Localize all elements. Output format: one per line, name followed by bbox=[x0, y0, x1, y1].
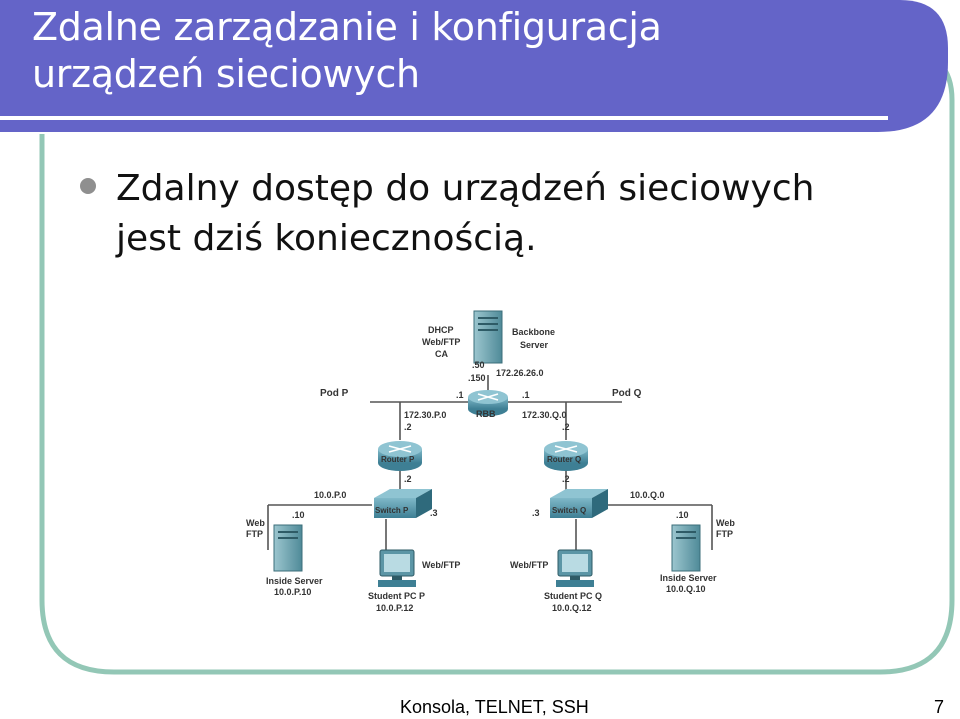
label-ip-rp-bottom: .2 bbox=[404, 474, 412, 484]
label-webftp-ca: Web/FTP bbox=[422, 337, 461, 347]
label-ip-rq-top: .2 bbox=[562, 422, 570, 432]
page-number: 7 bbox=[934, 697, 945, 717]
label-net-q-lan: 10.0.Q.0 bbox=[630, 490, 665, 500]
label-inside-server-p-ip: 10.0.P.10 bbox=[274, 587, 312, 597]
label-student-pc-q-ip: 10.0.Q.12 bbox=[552, 603, 592, 613]
label-webftp-pc-p: Web/FTP bbox=[422, 560, 461, 570]
title-line-1: Zdalne zarządzanie i konfiguracja bbox=[32, 5, 662, 49]
label-webftp-pc-q: Web/FTP bbox=[510, 560, 549, 570]
label-backbone: Backbone bbox=[512, 327, 556, 337]
backbone-server bbox=[474, 311, 502, 363]
label-net-q-wan: 172.30.Q.0 bbox=[522, 410, 567, 420]
label-ip-rp-top: .2 bbox=[404, 422, 412, 432]
label-ip50: .50 bbox=[472, 360, 485, 370]
label-ip-rq-bottom: .2 bbox=[562, 474, 570, 484]
label-ftp-p: FTP bbox=[246, 529, 263, 539]
label-net-p-wan: 172.30.P.0 bbox=[404, 410, 447, 420]
label-router-q: Router Q bbox=[547, 455, 582, 464]
bullet-text: Zdalny dostęp do urządzeń sieciowych jest dziś koniecznością. bbox=[116, 168, 815, 259]
footer-title: Konsola, TELNET, SSH bbox=[400, 697, 589, 717]
label-ftp-q: FTP bbox=[716, 529, 733, 539]
title-underline bbox=[0, 116, 888, 120]
label-inside-server-p: Inside Server bbox=[266, 576, 323, 586]
label-ip-srv-p: .10 bbox=[292, 510, 305, 520]
label-ca: CA bbox=[435, 349, 448, 359]
label-switch-p: Switch P bbox=[375, 506, 409, 515]
inside-server-p bbox=[274, 525, 302, 571]
label-inside-server-q: Inside Server bbox=[660, 573, 717, 583]
label-student-pc-p-ip: 10.0.P.12 bbox=[376, 603, 414, 613]
network-diagram bbox=[240, 305, 740, 625]
diagram-labels bbox=[246, 325, 735, 613]
label-rbb: RBB bbox=[476, 409, 496, 419]
slide-title bbox=[32, 4, 892, 98]
label-ip-pc-p: .3 bbox=[430, 508, 438, 518]
label-web-p: Web bbox=[246, 518, 265, 528]
label-student-pc-p: Student PC P bbox=[368, 591, 426, 601]
label-student-pc-q: Student PC Q bbox=[544, 591, 602, 601]
label-pod-p: Pod P bbox=[320, 388, 349, 399]
label-server: Server bbox=[520, 340, 549, 350]
title-line-2: urządzeń sieciowych bbox=[32, 52, 420, 96]
label-ip-srv-q: .10 bbox=[676, 510, 689, 520]
student-pc-q bbox=[556, 550, 594, 587]
label-web-q: Web bbox=[716, 518, 735, 528]
student-pc-p bbox=[378, 550, 416, 587]
label-net-backbone: 172.26.26.0 bbox=[496, 368, 544, 378]
bullet-marker bbox=[80, 178, 96, 194]
label-switch-q: Switch Q bbox=[552, 506, 587, 515]
label-dhcp: DHCP bbox=[428, 325, 454, 335]
label-ip-rbb-right: .1 bbox=[522, 390, 530, 400]
inside-server-q bbox=[672, 525, 700, 571]
label-inside-server-q-ip: 10.0.Q.10 bbox=[666, 584, 706, 594]
label-ip150: .150 bbox=[468, 373, 486, 383]
label-net-p-lan: 10.0.P.0 bbox=[314, 490, 347, 500]
label-ip-pc-q: .3 bbox=[532, 508, 540, 518]
label-ip-rbb-left: .1 bbox=[456, 390, 464, 400]
label-router-p: Router P bbox=[381, 455, 415, 464]
label-pod-q: Pod Q bbox=[612, 388, 642, 399]
